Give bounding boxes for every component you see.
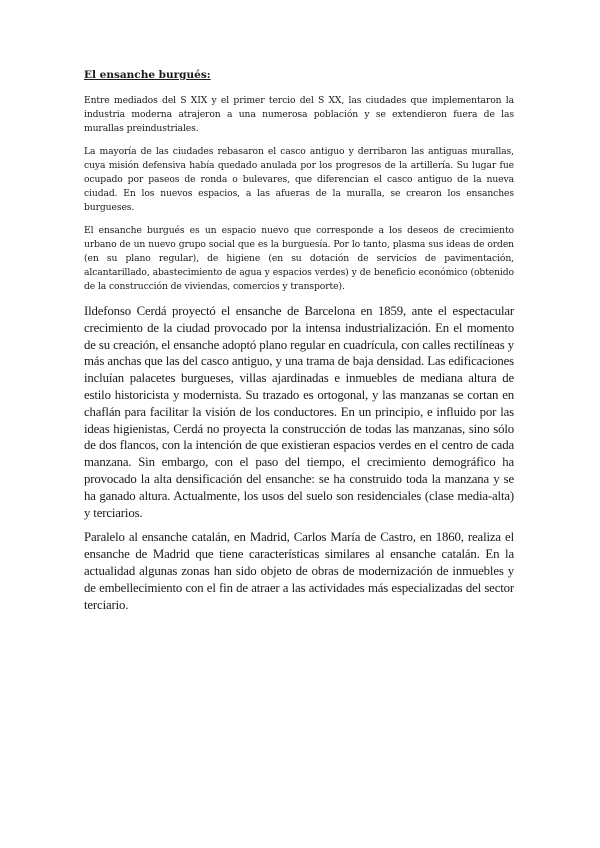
paragraph-murallas: La mayoría de las ciudades rebasaron el casco antiguo y derribaron las antiguas murallas, cuya misión defensiva había quedado anulada por los progresos de la artillería. Su lugar fue ocupado por paseos de ronda o bulevares, que diferencian el casco antiguo de la nueva ciudad. En los nuevos espacios, a las afueras de la muralla, se crearon los ensanches burgueses. bbox=[84, 146, 514, 213]
paragraph-barcelona: Ildefonso Cerdá proyectó el ensanche de Barcelona en 1859, ante el espectacular crecimiento de la ciudad provocado por la intensa industrialización. En el momento de su creación, el ensanche adoptó plano regular en cuadrícula, con calles rectilíneas y más anchas que las del casco antiguo, y una trama de baja densidad. Las edificaciones incluían palacetes burgueses, villas ajardinadas e inmuebles de mediana altura de estilo historicista y modernista. Su trazado es ortogonal, y las manzanas se cortan en chaflán para facilitar la visión de los conductores. En un principio, e influido por las ideas higienistas, Cerdá no proyecta la construcción de todas las manzanas, sino sólo de dos flancos, con la intención de que existieran espacios verdes en el centro de cada manzana. Sin embargo, con el paso del tiempo, el crecimiento demográfico ha provocado la alta densificación del ensanche: se ha construido toda la manzana y se ha ganado altura. Actualmente, los usos del suelo son residenciales (clase media-alta) y terciarios. bbox=[84, 304, 514, 520]
document-title: El ensanche burgués: bbox=[84, 69, 211, 81]
paragraph-madrid: Paralelo al ensanche catalán, en Madrid, Carlos María de Castro, en 1860, realiza el ensanche de Madrid que tiene características similares al ensanche catalán. En la actualidad algunas zonas han sido objeto de obras de modernización de inmuebles y de embellecimiento con el fin de atraer a las actividades más especializadas del sector terciario. bbox=[84, 530, 514, 612]
document-body bbox=[84, 68, 514, 621]
paragraph-intro: Entre mediados del S XIX y el primer tercio del S XX, las ciudades que implementaron la industria moderna atrajeron a una numerosa población y se extendieron fuera de las murallas preindustriales. bbox=[84, 95, 514, 134]
paragraph-burguesia: El ensanche burgués es un espacio nuevo que corresponde a los deseos de crecimiento urbano de un nuevo grupo social que es la burguesía. Por lo tanto, plasma sus ideas de orden (en su plano regular), de higiene (en su dotación de servicios de pavimentación, alcantarillado, abastecimiento de agua y espacios verdes) y de beneficio económico (obtenido de la construcción de viviendas, comercios y transporte). bbox=[84, 225, 514, 292]
